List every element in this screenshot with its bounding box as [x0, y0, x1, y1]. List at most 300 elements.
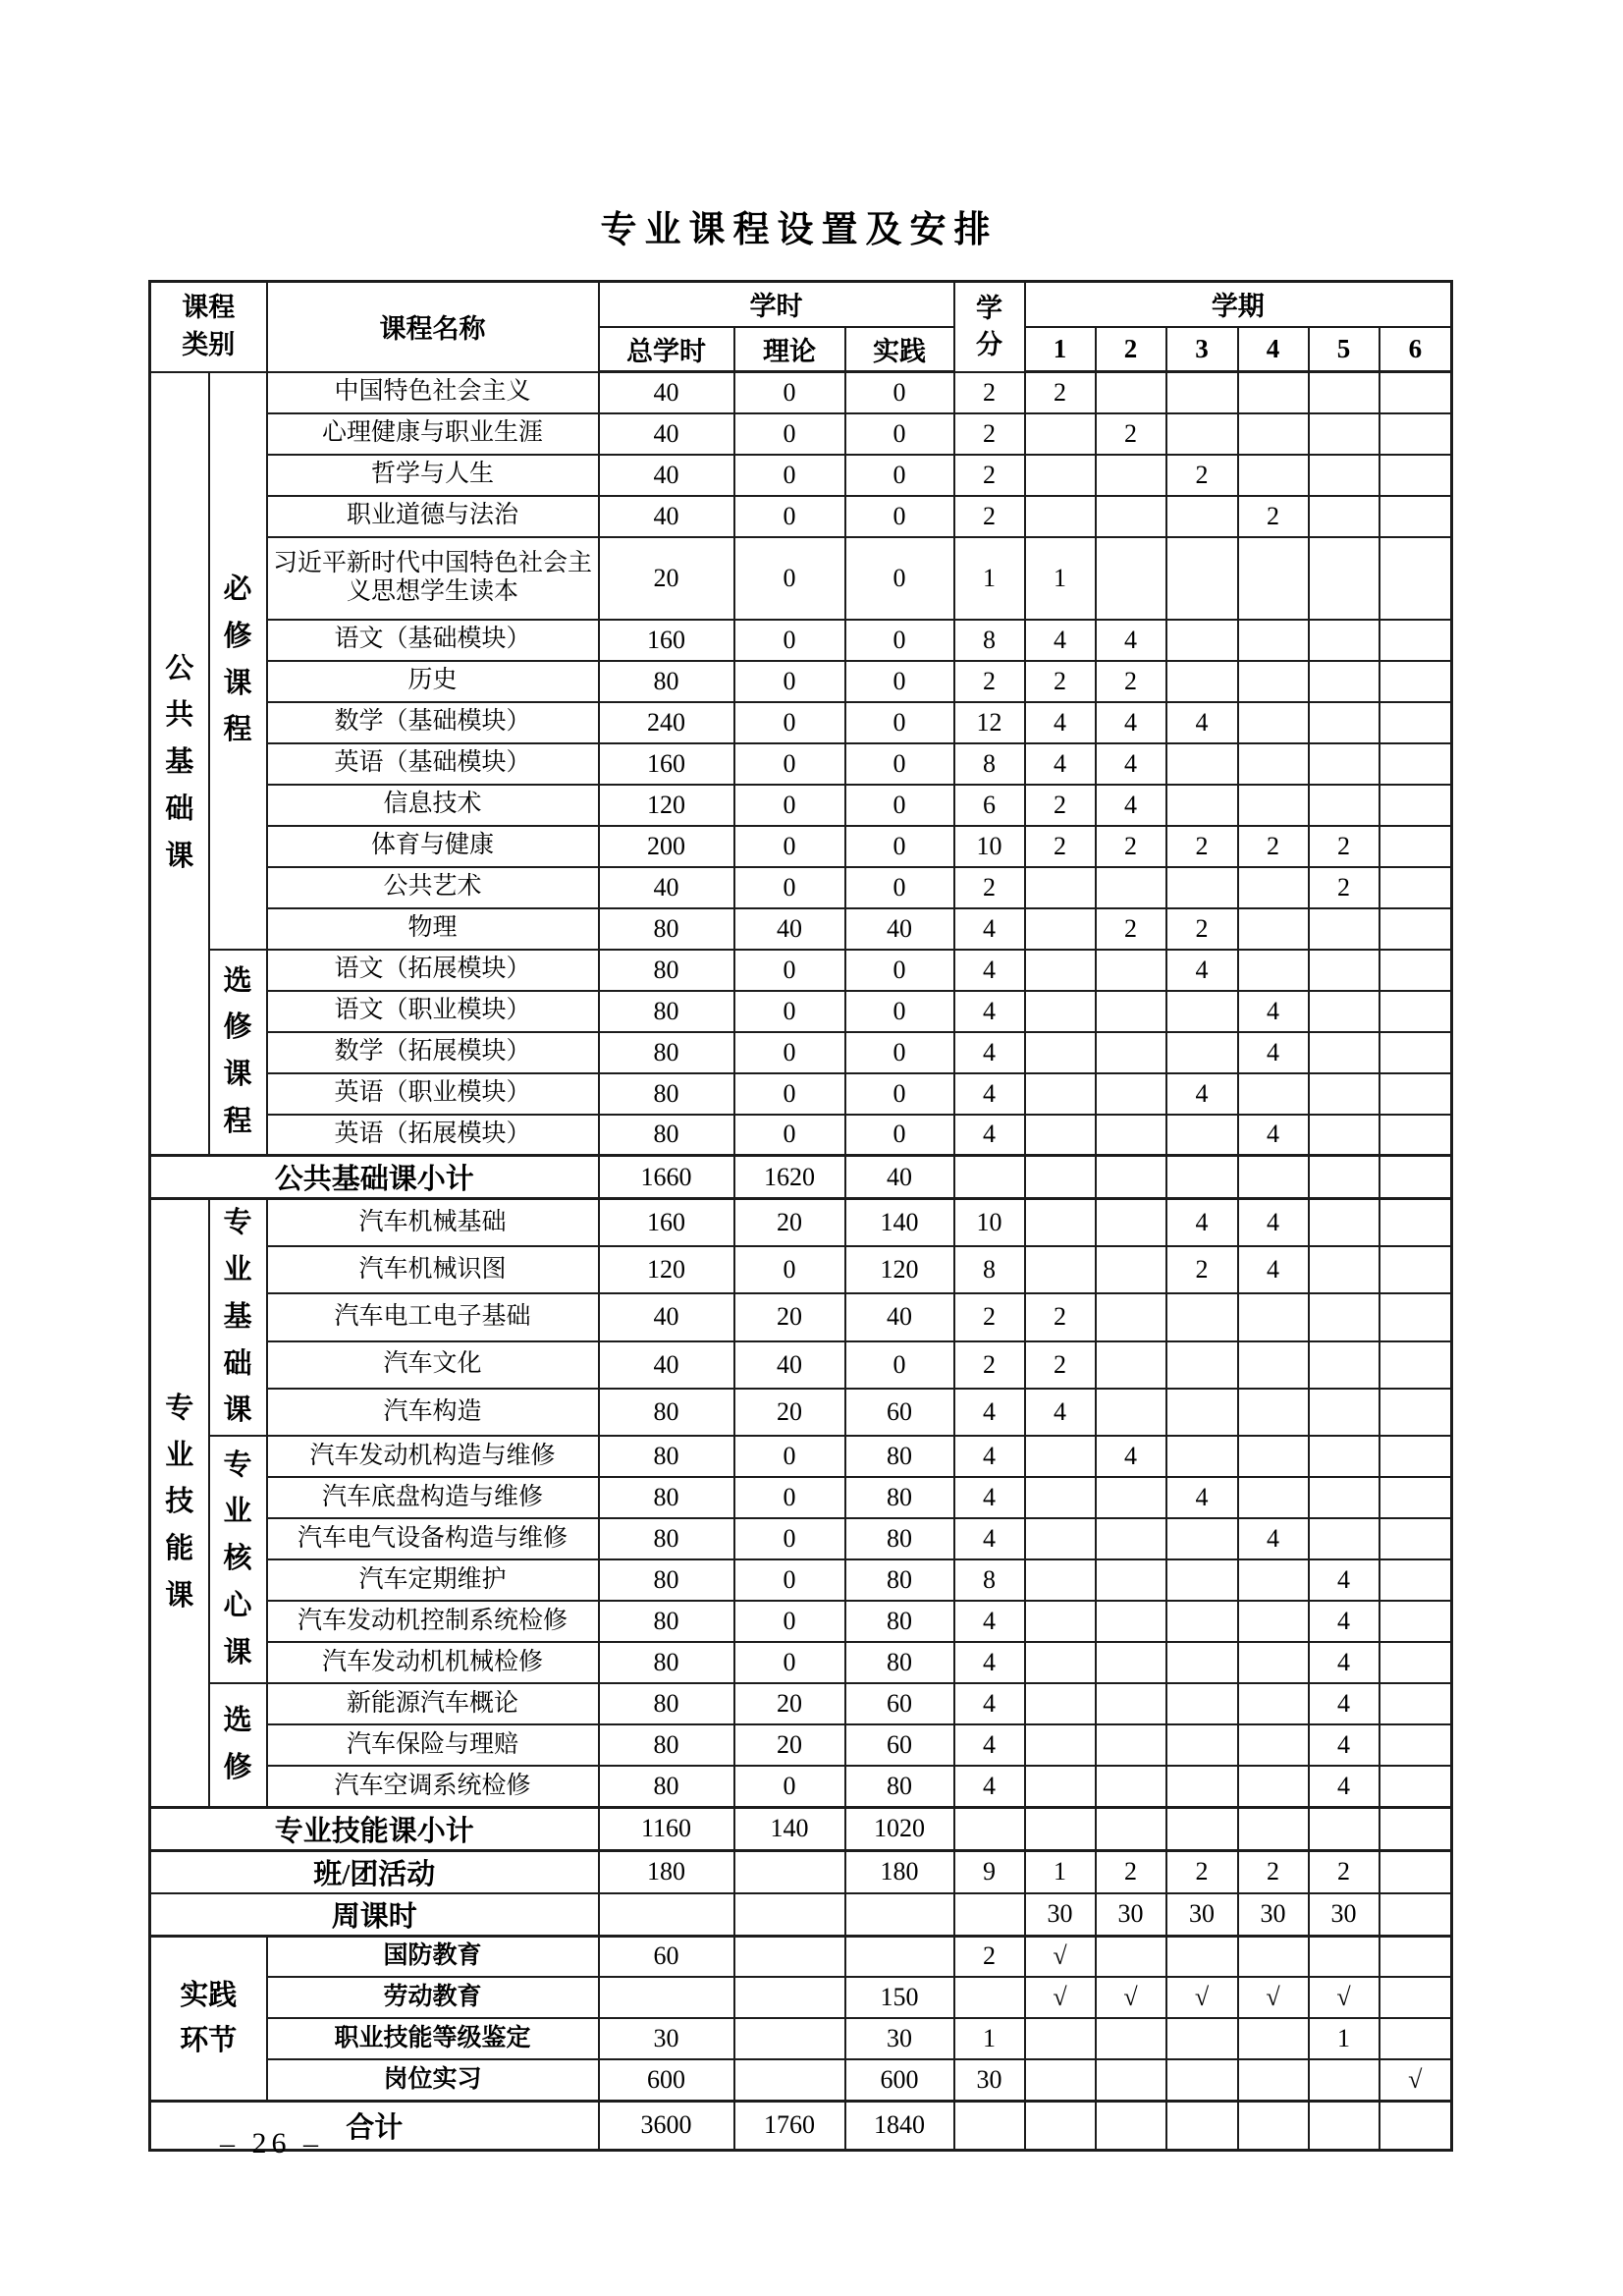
theory-hours-cell: 0 [734, 785, 845, 826]
semester-1-cell: 2 [1025, 1293, 1096, 1340]
total-hours-cell: 80 [599, 908, 734, 950]
semester-4-cell [1238, 702, 1309, 743]
total-hours-cell: 80 [599, 661, 734, 702]
course-name-cell: 劳动教育 [267, 1977, 599, 2018]
semester-1-cell [1025, 496, 1096, 537]
credit-cell: 4 [954, 1032, 1025, 1073]
header-semester-5: 5 [1309, 327, 1380, 372]
course-name-cell: 数学（拓展模块） [267, 1032, 599, 1073]
course-row [150, 496, 1452, 537]
semester-5-cell [1309, 1936, 1380, 1977]
semester-5-cell [1309, 496, 1380, 537]
practice-hours-cell: 180 [845, 1850, 954, 1893]
credit-cell: 2 [954, 372, 1025, 413]
course-row [150, 826, 1452, 867]
total-hours-cell: 40 [599, 867, 734, 908]
semester-3-cell [1166, 1032, 1238, 1073]
course-name-cell: 数学（基础模块） [267, 702, 599, 743]
semester-1-cell [1025, 1766, 1096, 1807]
total-hours-cell [599, 1893, 734, 1937]
semester-3-cell [1166, 1559, 1238, 1601]
course-name-cell: 汽车底盘构造与维修 [267, 1477, 599, 1518]
semester-1-cell [1025, 1246, 1096, 1293]
total-hours-cell: 40 [599, 1293, 734, 1340]
semester-4-cell: 4 [1238, 1518, 1309, 1559]
total-hours-cell: 160 [599, 1199, 734, 1246]
course-group-cell: 必修课程 [209, 372, 267, 950]
semester-5-cell [1309, 1477, 1380, 1518]
credit-cell: 8 [954, 620, 1025, 661]
course-row [150, 661, 1452, 702]
total-hours-cell: 80 [599, 1032, 734, 1073]
semester-1-cell [1025, 908, 1096, 950]
practice-hours-cell: 80 [845, 1436, 954, 1477]
semester-3-cell [1166, 785, 1238, 826]
theory-hours-cell: 0 [734, 826, 845, 867]
semester-6-cell [1380, 2101, 1452, 2150]
total-hours-cell: 80 [599, 1073, 734, 1115]
semester-6-cell [1380, 1477, 1452, 1518]
semester-2-cell: 4 [1096, 1436, 1166, 1477]
total-hours-cell: 40 [599, 1341, 734, 1389]
semester-5-cell [1309, 991, 1380, 1032]
practice-hours-cell: 0 [845, 1032, 954, 1073]
course-group-cell: 选修 [209, 1683, 267, 1807]
semester-6-cell [1380, 1893, 1452, 1937]
semester-3-cell [1166, 867, 1238, 908]
semester-5-cell [1309, 908, 1380, 950]
semester-2-cell: 4 [1096, 785, 1166, 826]
semester-2-cell [1096, 950, 1166, 991]
semester-6-cell [1380, 372, 1452, 413]
course-row [150, 1436, 1452, 1477]
category-cell: 专业技能课 [150, 1199, 209, 1808]
theory-hours-cell: 20 [734, 1683, 845, 1724]
practice-hours-cell: 80 [845, 1642, 954, 1683]
course-name-cell: 汽车保险与理赔 [267, 1724, 599, 1766]
course-row [150, 1199, 1452, 1246]
semester-5-cell [1309, 1115, 1380, 1156]
credit-cell [954, 1807, 1025, 1850]
semester-3-cell: 4 [1166, 950, 1238, 991]
credit-cell: 12 [954, 702, 1025, 743]
header-semester-1: 1 [1025, 327, 1096, 372]
semester-4-cell [1238, 1601, 1309, 1642]
semester-1-cell: 1 [1025, 537, 1096, 620]
semester-4-cell [1238, 661, 1309, 702]
semester-6-cell [1380, 413, 1452, 455]
course-name-cell: 物理 [267, 908, 599, 950]
semester-3-cell [1166, 1389, 1238, 1436]
semester-1-cell: 4 [1025, 743, 1096, 785]
semester-2-cell: 2 [1096, 413, 1166, 455]
semester-6-cell [1380, 702, 1452, 743]
practice-hours-cell: 0 [845, 702, 954, 743]
semester-3-cell [1166, 1156, 1238, 1199]
semester-5-cell [1309, 620, 1380, 661]
semester-1-cell [1025, 1642, 1096, 1683]
practice-hours-cell: 80 [845, 1518, 954, 1559]
semester-4-cell [1238, 372, 1309, 413]
course-name-cell: 公共艺术 [267, 867, 599, 908]
credit-cell [954, 1977, 1025, 2018]
total-hours-cell: 200 [599, 826, 734, 867]
total-hours-cell: 80 [599, 991, 734, 1032]
semester-1-cell [1025, 1559, 1096, 1601]
course-row [150, 743, 1452, 785]
course-name-cell: 英语（基础模块） [267, 743, 599, 785]
semester-1-cell [1025, 1807, 1096, 1850]
course-name-cell: 语文（拓展模块） [267, 950, 599, 991]
header-semester-2: 2 [1096, 327, 1166, 372]
course-name-cell: 汽车构造 [267, 1389, 599, 1436]
semester-6-cell [1380, 537, 1452, 620]
semester-3-cell [1166, 372, 1238, 413]
semester-2-cell: 2 [1096, 826, 1166, 867]
total-hours-cell: 160 [599, 620, 734, 661]
practice-phase-row [150, 1977, 1452, 2018]
subtotal-row [150, 1807, 1452, 1850]
credit-cell [954, 1156, 1025, 1199]
semester-4-cell [1238, 1724, 1309, 1766]
course-row [150, 1601, 1452, 1642]
theory-hours-cell: 0 [734, 1766, 845, 1807]
semester-2-cell [1096, 1389, 1166, 1436]
semester-1-cell [1025, 950, 1096, 991]
practice-hours-cell: 0 [845, 1341, 954, 1389]
course-row [150, 702, 1452, 743]
practice-hours-cell: 1840 [845, 2101, 954, 2150]
theory-hours-cell [734, 1977, 845, 2018]
row-label-cell: 班/团活动 [150, 1850, 599, 1893]
header-theory-hours: 理论 [734, 327, 845, 372]
semester-6-cell [1380, 1032, 1452, 1073]
semester-2-cell [1096, 1246, 1166, 1293]
theory-hours-cell: 20 [734, 1389, 845, 1436]
semester-3-cell [1166, 1518, 1238, 1559]
semester-1-cell: 4 [1025, 620, 1096, 661]
practice-phase-row [150, 2059, 1452, 2101]
semester-5-cell [1309, 455, 1380, 496]
theory-hours-cell: 20 [734, 1293, 845, 1340]
course-name-cell: 汽车发动机构造与维修 [267, 1436, 599, 1477]
semester-6-cell [1380, 1518, 1452, 1559]
semester-1-cell [1025, 1032, 1096, 1073]
credit-cell: 4 [954, 991, 1025, 1032]
semester-1-cell [1025, 1115, 1096, 1156]
course-name-cell: 国防教育 [267, 1936, 599, 1977]
semester-2-cell [1096, 1293, 1166, 1340]
semester-2-cell [1096, 496, 1166, 537]
total-hours-cell: 80 [599, 1724, 734, 1766]
semester-2-cell: 4 [1096, 620, 1166, 661]
credit-cell [954, 1893, 1025, 1937]
course-name-cell: 哲学与人生 [267, 455, 599, 496]
total-hours-cell: 40 [599, 455, 734, 496]
course-row [150, 785, 1452, 826]
semester-5-cell: √ [1309, 1977, 1380, 2018]
course-row [150, 1518, 1452, 1559]
credit-cell: 2 [954, 496, 1025, 537]
credit-cell: 30 [954, 2059, 1025, 2101]
theory-hours-cell: 1760 [734, 2101, 845, 2150]
semester-2-cell [1096, 1199, 1166, 1246]
practice-phase-row [150, 2018, 1452, 2059]
grand-total-label-cell: 合计 [150, 2101, 599, 2150]
semester-5-cell: 4 [1309, 1601, 1380, 1642]
total-hours-cell: 60 [599, 1936, 734, 1977]
semester-2-cell [1096, 1115, 1166, 1156]
header-semester-6: 6 [1380, 327, 1452, 372]
theory-hours-cell: 0 [734, 1436, 845, 1477]
theory-hours-cell: 0 [734, 1477, 845, 1518]
course-row [150, 1115, 1452, 1156]
practice-hours-cell: 60 [845, 1389, 954, 1436]
semester-4-cell: 4 [1238, 991, 1309, 1032]
total-hours-cell: 40 [599, 496, 734, 537]
course-name-cell: 汽车机械识图 [267, 1246, 599, 1293]
theory-hours-cell [734, 2018, 845, 2059]
course-name-cell: 心理健康与职业生涯 [267, 413, 599, 455]
semester-3-cell [1166, 1115, 1238, 1156]
course-row [150, 537, 1452, 620]
semester-3-cell [1166, 1683, 1238, 1724]
theory-hours-cell [734, 1936, 845, 1977]
semester-3-cell [1166, 743, 1238, 785]
semester-4-cell [1238, 785, 1309, 826]
semester-3-cell [1166, 1936, 1238, 1977]
credit-cell: 10 [954, 826, 1025, 867]
theory-hours-cell: 0 [734, 950, 845, 991]
semester-5-cell: 4 [1309, 1766, 1380, 1807]
credit-cell: 8 [954, 1559, 1025, 1601]
total-hours-cell: 1160 [599, 1807, 734, 1850]
credit-cell: 6 [954, 785, 1025, 826]
credit-cell: 8 [954, 1246, 1025, 1293]
course-name-cell: 体育与健康 [267, 826, 599, 867]
course-row [150, 413, 1452, 455]
semester-6-cell [1380, 1601, 1452, 1642]
course-row [150, 991, 1452, 1032]
semester-1-cell [1025, 2018, 1096, 2059]
semester-6-cell [1380, 1559, 1452, 1601]
semester-3-cell [1166, 2059, 1238, 2101]
semester-4-cell: 4 [1238, 1246, 1309, 1293]
semester-3-cell [1166, 1436, 1238, 1477]
semester-4-cell [1238, 1766, 1309, 1807]
semester-4-cell [1238, 743, 1309, 785]
semester-3-cell [1166, 1642, 1238, 1683]
weekly-hours-row [150, 1893, 1452, 1937]
semester-5-cell: 2 [1309, 826, 1380, 867]
semester-6-cell [1380, 620, 1452, 661]
practice-hours-cell: 40 [845, 1293, 954, 1340]
semester-2-cell [1096, 1807, 1166, 1850]
semester-1-cell: 4 [1025, 1389, 1096, 1436]
theory-hours-cell: 0 [734, 1518, 845, 1559]
course-name-cell: 中国特色社会主义 [267, 372, 599, 413]
table-header [150, 282, 1452, 372]
semester-1-cell [1025, 455, 1096, 496]
practice-phase-row [150, 1936, 1452, 1977]
total-hours-cell: 80 [599, 1436, 734, 1477]
theory-hours-cell: 40 [734, 1341, 845, 1389]
total-hours-cell: 40 [599, 372, 734, 413]
semester-3-cell [1166, 2101, 1238, 2150]
semester-1-cell [1025, 1436, 1096, 1477]
credit-cell: 4 [954, 1683, 1025, 1724]
semester-2-cell [1096, 2018, 1166, 2059]
total-hours-cell: 160 [599, 743, 734, 785]
credit-cell: 2 [954, 413, 1025, 455]
semester-4-cell: 2 [1238, 496, 1309, 537]
semester-5-cell [1309, 1199, 1380, 1246]
semester-3-cell [1166, 1341, 1238, 1389]
semester-5-cell [1309, 413, 1380, 455]
semester-1-cell [1025, 2059, 1096, 2101]
semester-3-cell [1166, 991, 1238, 1032]
semester-3-cell: 2 [1166, 1246, 1238, 1293]
semester-1-cell [1025, 1199, 1096, 1246]
semester-6-cell [1380, 1850, 1452, 1893]
course-name-cell: 新能源汽车概论 [267, 1683, 599, 1724]
course-row [150, 1766, 1452, 1807]
subtotal-label-cell: 公共基础课小计 [150, 1156, 599, 1199]
semester-2-cell: 2 [1096, 1850, 1166, 1893]
semester-2-cell: 4 [1096, 743, 1166, 785]
semester-6-cell [1380, 1115, 1452, 1156]
credit-cell: 4 [954, 1477, 1025, 1518]
semester-5-cell [1309, 1032, 1380, 1073]
semester-3-cell [1166, 1293, 1238, 1340]
header-practice-hours: 实践 [845, 327, 954, 372]
semester-6-cell [1380, 1642, 1452, 1683]
semester-4-cell [1238, 867, 1309, 908]
semester-3-cell [1166, 620, 1238, 661]
credit-cell: 4 [954, 1642, 1025, 1683]
course-row [150, 1032, 1452, 1073]
grand-total-row [150, 2101, 1452, 2150]
semester-5-cell [1309, 1156, 1380, 1199]
semester-4-cell [1238, 908, 1309, 950]
course-row [150, 372, 1452, 413]
semester-1-cell [1025, 1477, 1096, 1518]
header-hours: 学时 [599, 282, 954, 327]
credit-cell: 2 [954, 455, 1025, 496]
course-group-cell: 专业基础课 [209, 1199, 267, 1437]
semester-2-cell [1096, 1073, 1166, 1115]
semester-1-cell: 2 [1025, 661, 1096, 702]
practice-hours-cell: 0 [845, 413, 954, 455]
header-total-hours: 总学时 [599, 327, 734, 372]
semester-5-cell [1309, 785, 1380, 826]
semester-5-cell [1309, 661, 1380, 702]
practice-hours-cell: 60 [845, 1724, 954, 1766]
semester-3-cell [1166, 413, 1238, 455]
semester-5-cell [1309, 743, 1380, 785]
semester-5-cell [1309, 1293, 1380, 1340]
semester-3-cell: 4 [1166, 1477, 1238, 1518]
practice-hours-cell: 30 [845, 2018, 954, 2059]
practice-hours-cell: 0 [845, 743, 954, 785]
semester-4-cell: 4 [1238, 1115, 1309, 1156]
semester-5-cell [1309, 2059, 1380, 2101]
credit-cell: 1 [954, 537, 1025, 620]
semester-2-cell [1096, 1032, 1166, 1073]
semester-6-cell [1380, 743, 1452, 785]
practice-hours-cell: 0 [845, 372, 954, 413]
semester-3-cell: 4 [1166, 1199, 1238, 1246]
header-semester-3: 3 [1166, 327, 1238, 372]
credit-cell: 4 [954, 908, 1025, 950]
total-hours-cell: 80 [599, 1389, 734, 1436]
practice-hours-cell: 0 [845, 455, 954, 496]
semester-5-cell: 2 [1309, 1850, 1380, 1893]
course-name-cell: 历史 [267, 661, 599, 702]
practice-hours-cell: 0 [845, 661, 954, 702]
course-row [150, 950, 1452, 991]
practice-hours-cell: 0 [845, 867, 954, 908]
semester-2-cell [1096, 1601, 1166, 1642]
practice-hours-cell: 600 [845, 2059, 954, 2101]
semester-2-cell [1096, 1936, 1166, 1977]
practice-phase-category-cell: 实践环节 [150, 1936, 267, 2101]
total-hours-cell: 80 [599, 1477, 734, 1518]
total-hours-cell: 80 [599, 1518, 734, 1559]
course-row [150, 455, 1452, 496]
semester-1-cell: 2 [1025, 785, 1096, 826]
theory-hours-cell: 0 [734, 1601, 845, 1642]
semester-2-cell [1096, 1766, 1166, 1807]
total-hours-cell: 80 [599, 1642, 734, 1683]
semester-4-cell [1238, 455, 1309, 496]
total-hours-cell: 30 [599, 2018, 734, 2059]
course-name-cell: 汽车发动机机械检修 [267, 1642, 599, 1683]
course-name-cell: 汽车定期维护 [267, 1559, 599, 1601]
theory-hours-cell: 0 [734, 1073, 845, 1115]
semester-5-cell [1309, 1518, 1380, 1559]
credit-cell: 2 [954, 1293, 1025, 1340]
semester-3-cell [1166, 1724, 1238, 1766]
semester-5-cell: 4 [1309, 1683, 1380, 1724]
semester-3-cell: 2 [1166, 455, 1238, 496]
semester-5-cell [1309, 1341, 1380, 1389]
subtotal-label-cell: 专业技能课小计 [150, 1807, 599, 1850]
semester-2-cell: 2 [1096, 908, 1166, 950]
course-row [150, 1246, 1452, 1293]
practice-hours-cell: 80 [845, 1559, 954, 1601]
theory-hours-cell: 0 [734, 661, 845, 702]
theory-hours-cell: 20 [734, 1199, 845, 1246]
practice-hours-cell [845, 1893, 954, 1937]
semester-6-cell [1380, 1683, 1452, 1724]
course-name-cell: 职业技能等级鉴定 [267, 2018, 599, 2059]
semester-1-cell: 1 [1025, 1850, 1096, 1893]
semester-2-cell [1096, 372, 1166, 413]
semester-4-cell [1238, 950, 1309, 991]
credit-cell: 8 [954, 743, 1025, 785]
course-row [150, 1073, 1452, 1115]
course-row [150, 1477, 1452, 1518]
practice-hours-cell: 80 [845, 1766, 954, 1807]
course-row [150, 1341, 1452, 1389]
theory-hours-cell: 140 [734, 1807, 845, 1850]
course-row [150, 867, 1452, 908]
theory-hours-cell [734, 1893, 845, 1937]
semester-6-cell [1380, 826, 1452, 867]
course-name-cell: 英语（拓展模块） [267, 1115, 599, 1156]
semester-5-cell: 1 [1309, 2018, 1380, 2059]
